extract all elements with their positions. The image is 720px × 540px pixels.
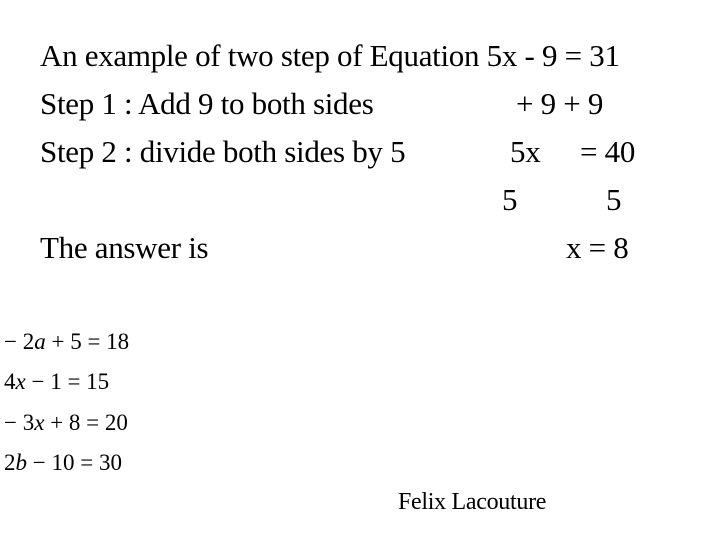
exercise-1-rest: + 5 = 18 xyxy=(45,329,130,354)
step2-denominator-left: 5 xyxy=(502,182,518,217)
step2-numerator-left: 5x xyxy=(510,134,541,169)
author-signature: Felix Lacouture xyxy=(398,489,547,515)
exercise-4-lead: 2 xyxy=(4,450,16,475)
exercise-1 xyxy=(4,330,129,353)
exercise-3-var: x xyxy=(34,410,45,435)
exercise-2-lead: 4 xyxy=(4,369,16,394)
exercise-1-var: a xyxy=(34,329,46,354)
exercise-3-rest: + 8 = 20 xyxy=(44,410,128,435)
exercise-2 xyxy=(4,370,109,393)
step1-work: + 9 + 9 xyxy=(516,86,604,121)
exercise-4-var: b xyxy=(15,450,27,475)
step2-label: Step 2 : divide both sides by 5 xyxy=(40,134,406,169)
answer-label: The answer is xyxy=(40,230,209,265)
step2-numerator-right: = 40 xyxy=(580,134,636,169)
exercise-2-rest: − 1 = 15 xyxy=(25,369,110,394)
step2-denominator-right: 5 xyxy=(606,182,622,217)
exercise-3 xyxy=(4,411,128,434)
exercise-2-var: x xyxy=(15,369,26,394)
exercise-3-lead: − 3 xyxy=(4,410,35,435)
exercise-4-rest: − 10 = 30 xyxy=(27,450,122,475)
exercise-4 xyxy=(4,451,122,474)
exercise-1-lead: − 2 xyxy=(4,329,35,354)
answer-value: x = 8 xyxy=(566,230,629,265)
step1-label: Step 1 : Add 9 to both sides xyxy=(40,86,374,121)
lesson-title: An example of two step of Equation 5x - 9 = 31 xyxy=(40,38,620,73)
